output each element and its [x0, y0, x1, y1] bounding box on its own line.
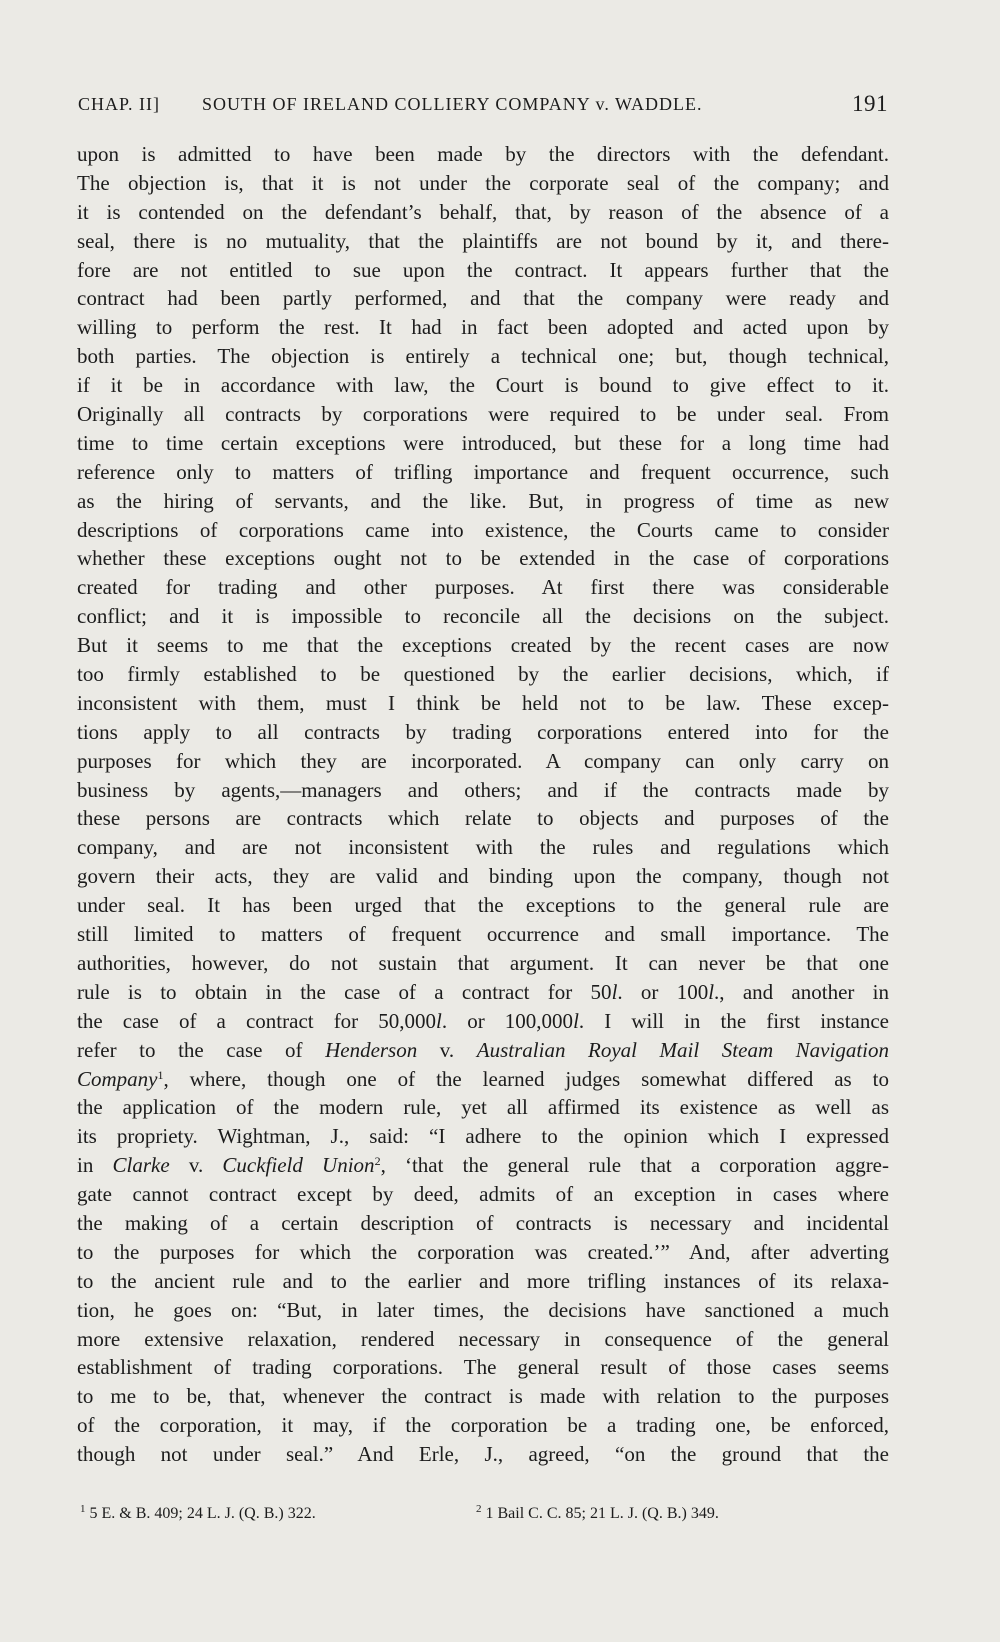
text-line: establishment of trading corporations. The general result of those cases seems — [77, 1355, 889, 1380]
text-line: both parties. The objection is entirely a technical one; but, though technical, — [77, 344, 889, 369]
text-line: the case of a contract for 50,000l. or 100,000l. I will in the first instance — [77, 1008, 889, 1033]
text-line: gate cannot contract except by deed, admits of an exception in cases where — [77, 1182, 889, 1207]
text-line: whether these exceptions ought not to be extended in the case of corporations — [77, 546, 889, 571]
text-line: to me to be, that, whenever the contract is made with relation to the purposes — [77, 1384, 889, 1409]
text-line: more extensive relaxation, rendered necessary in consequence of the general — [77, 1326, 889, 1351]
text-line: its propriety. Wightman, J., said: “I adhere to the opinion which I expressed — [77, 1124, 889, 1149]
text-line: The objection is, that it is not under the corporate seal of the company; and — [77, 170, 889, 195]
text-line: in Clarke v. Cuckfield Union$^2$, ‘that the general rule that a corporation aggre- — [77, 1153, 889, 1178]
text-line: tion, he goes on: “But, in later times, the decisions have sanctioned a much — [77, 1297, 889, 1322]
text-line: authorities, however, do not sustain that argument. It can never be that one — [77, 950, 889, 975]
text-line: refer to the case of Henderson v. Australian Royal Mail Steam Navigation — [77, 1037, 889, 1062]
text-line: of the corporation, it may, if the corporation be a trading one, be enforced, — [77, 1413, 889, 1438]
running-header — [78, 88, 888, 120]
text-line: rule is to obtain in the case of a contract for 50l. or 100l., and another in — [77, 979, 889, 1004]
text-line: Originally all contracts by corporations were required to be under seal. From — [77, 402, 889, 427]
text-line: as the hiring of servants, and the like. But, in progress of time as new — [77, 488, 889, 513]
page-number: 191 — [852, 91, 888, 116]
text-line: conflict; and it is impossible to reconcile all the decisions on the subject. — [77, 604, 889, 629]
text-line: company, and are not inconsistent with the rules and regulations which — [77, 835, 889, 860]
text-line: to the purposes for which the corporation was created.’” And, after adverting — [77, 1239, 889, 1264]
text-line: business by agents,—managers and others; and if the contracts made by — [77, 777, 889, 802]
text-line: reference only to matters of trifling importance and frequent occurrence, such — [77, 459, 889, 484]
text-line: inconsistent with them, must I think be held not to be law. These excep- — [77, 690, 889, 715]
text-line: upon is admitted to have been made by the directors with the defendant. — [77, 142, 889, 166]
text-line: if it be in accordance with law, the Court is bound to give effect to it. — [77, 373, 889, 398]
text-line: too firmly established to be questioned by the earlier decisions, which, if — [77, 662, 889, 687]
text-line: Company$^1$, where, though one of the learned judges somewhat differed as to — [77, 1066, 889, 1091]
footnote-1: $^1$ 5 E. & B. 409; 24 L. J. (Q. B.) 322. — [80, 1503, 316, 1522]
text-line: under seal. It has been urged that the exceptions to the general rule are — [77, 893, 889, 918]
text-line: willing to perform the rest. It had in fact been adopted and acted upon by — [77, 315, 889, 340]
text-line: seal, there is no mutuality, that the plaintiffs are not bound by it, and there- — [77, 228, 889, 253]
text-line: the making of a certain description of contracts is necessary and incidental — [77, 1210, 889, 1235]
footnote-2: $^2$ 1 Bail C. C. 85; 21 L. J. (Q. B.) 349. — [476, 1503, 719, 1522]
text-line: contract had been partly performed, and that the company were ready and — [77, 286, 889, 311]
text-line: govern their acts, they are valid and binding upon the company, though not — [77, 864, 889, 889]
text-line: though not under seal.” And Erle, J., agreed, “on the ground that the — [77, 1442, 889, 1467]
text-line: fore are not entitled to sue upon the contract. It appears further that the — [77, 257, 889, 282]
chapter-marker: CHAP. II] — [78, 94, 161, 114]
text-line: But it seems to me that the exceptions created by the recent cases are now — [77, 633, 889, 658]
text-line: the application of the modern rule, yet all affirmed its existence as well as — [77, 1095, 889, 1120]
text-line: time to time certain exceptions were introduced, but these for a long time had — [77, 430, 889, 455]
text-line: these persons are contracts which relate to objects and purposes of the — [77, 806, 889, 831]
text-line: still limited to matters of frequent occurrence and small importance. The — [77, 922, 889, 947]
text-line: created for trading and other purposes. At first there was considerable — [77, 575, 889, 600]
running-title: SOUTH OF IRELAND COLLIERY COMPANY v. WADDLE. — [202, 94, 703, 114]
body-text — [77, 140, 889, 1469]
text-line: tions apply to all contracts by trading corporations entered into for the — [77, 719, 889, 744]
text-line: purposes for which they are incorporated. A company can only carry on — [77, 748, 889, 773]
text-line: descriptions of corporations came into existence, the Courts came to consider — [77, 517, 889, 542]
text-line: to the ancient rule and to the earlier and more trifling instances of its relaxa- — [77, 1268, 889, 1293]
text-line: it is contended on the defendant’s behalf, that, by reason of the absence of a — [77, 199, 889, 224]
